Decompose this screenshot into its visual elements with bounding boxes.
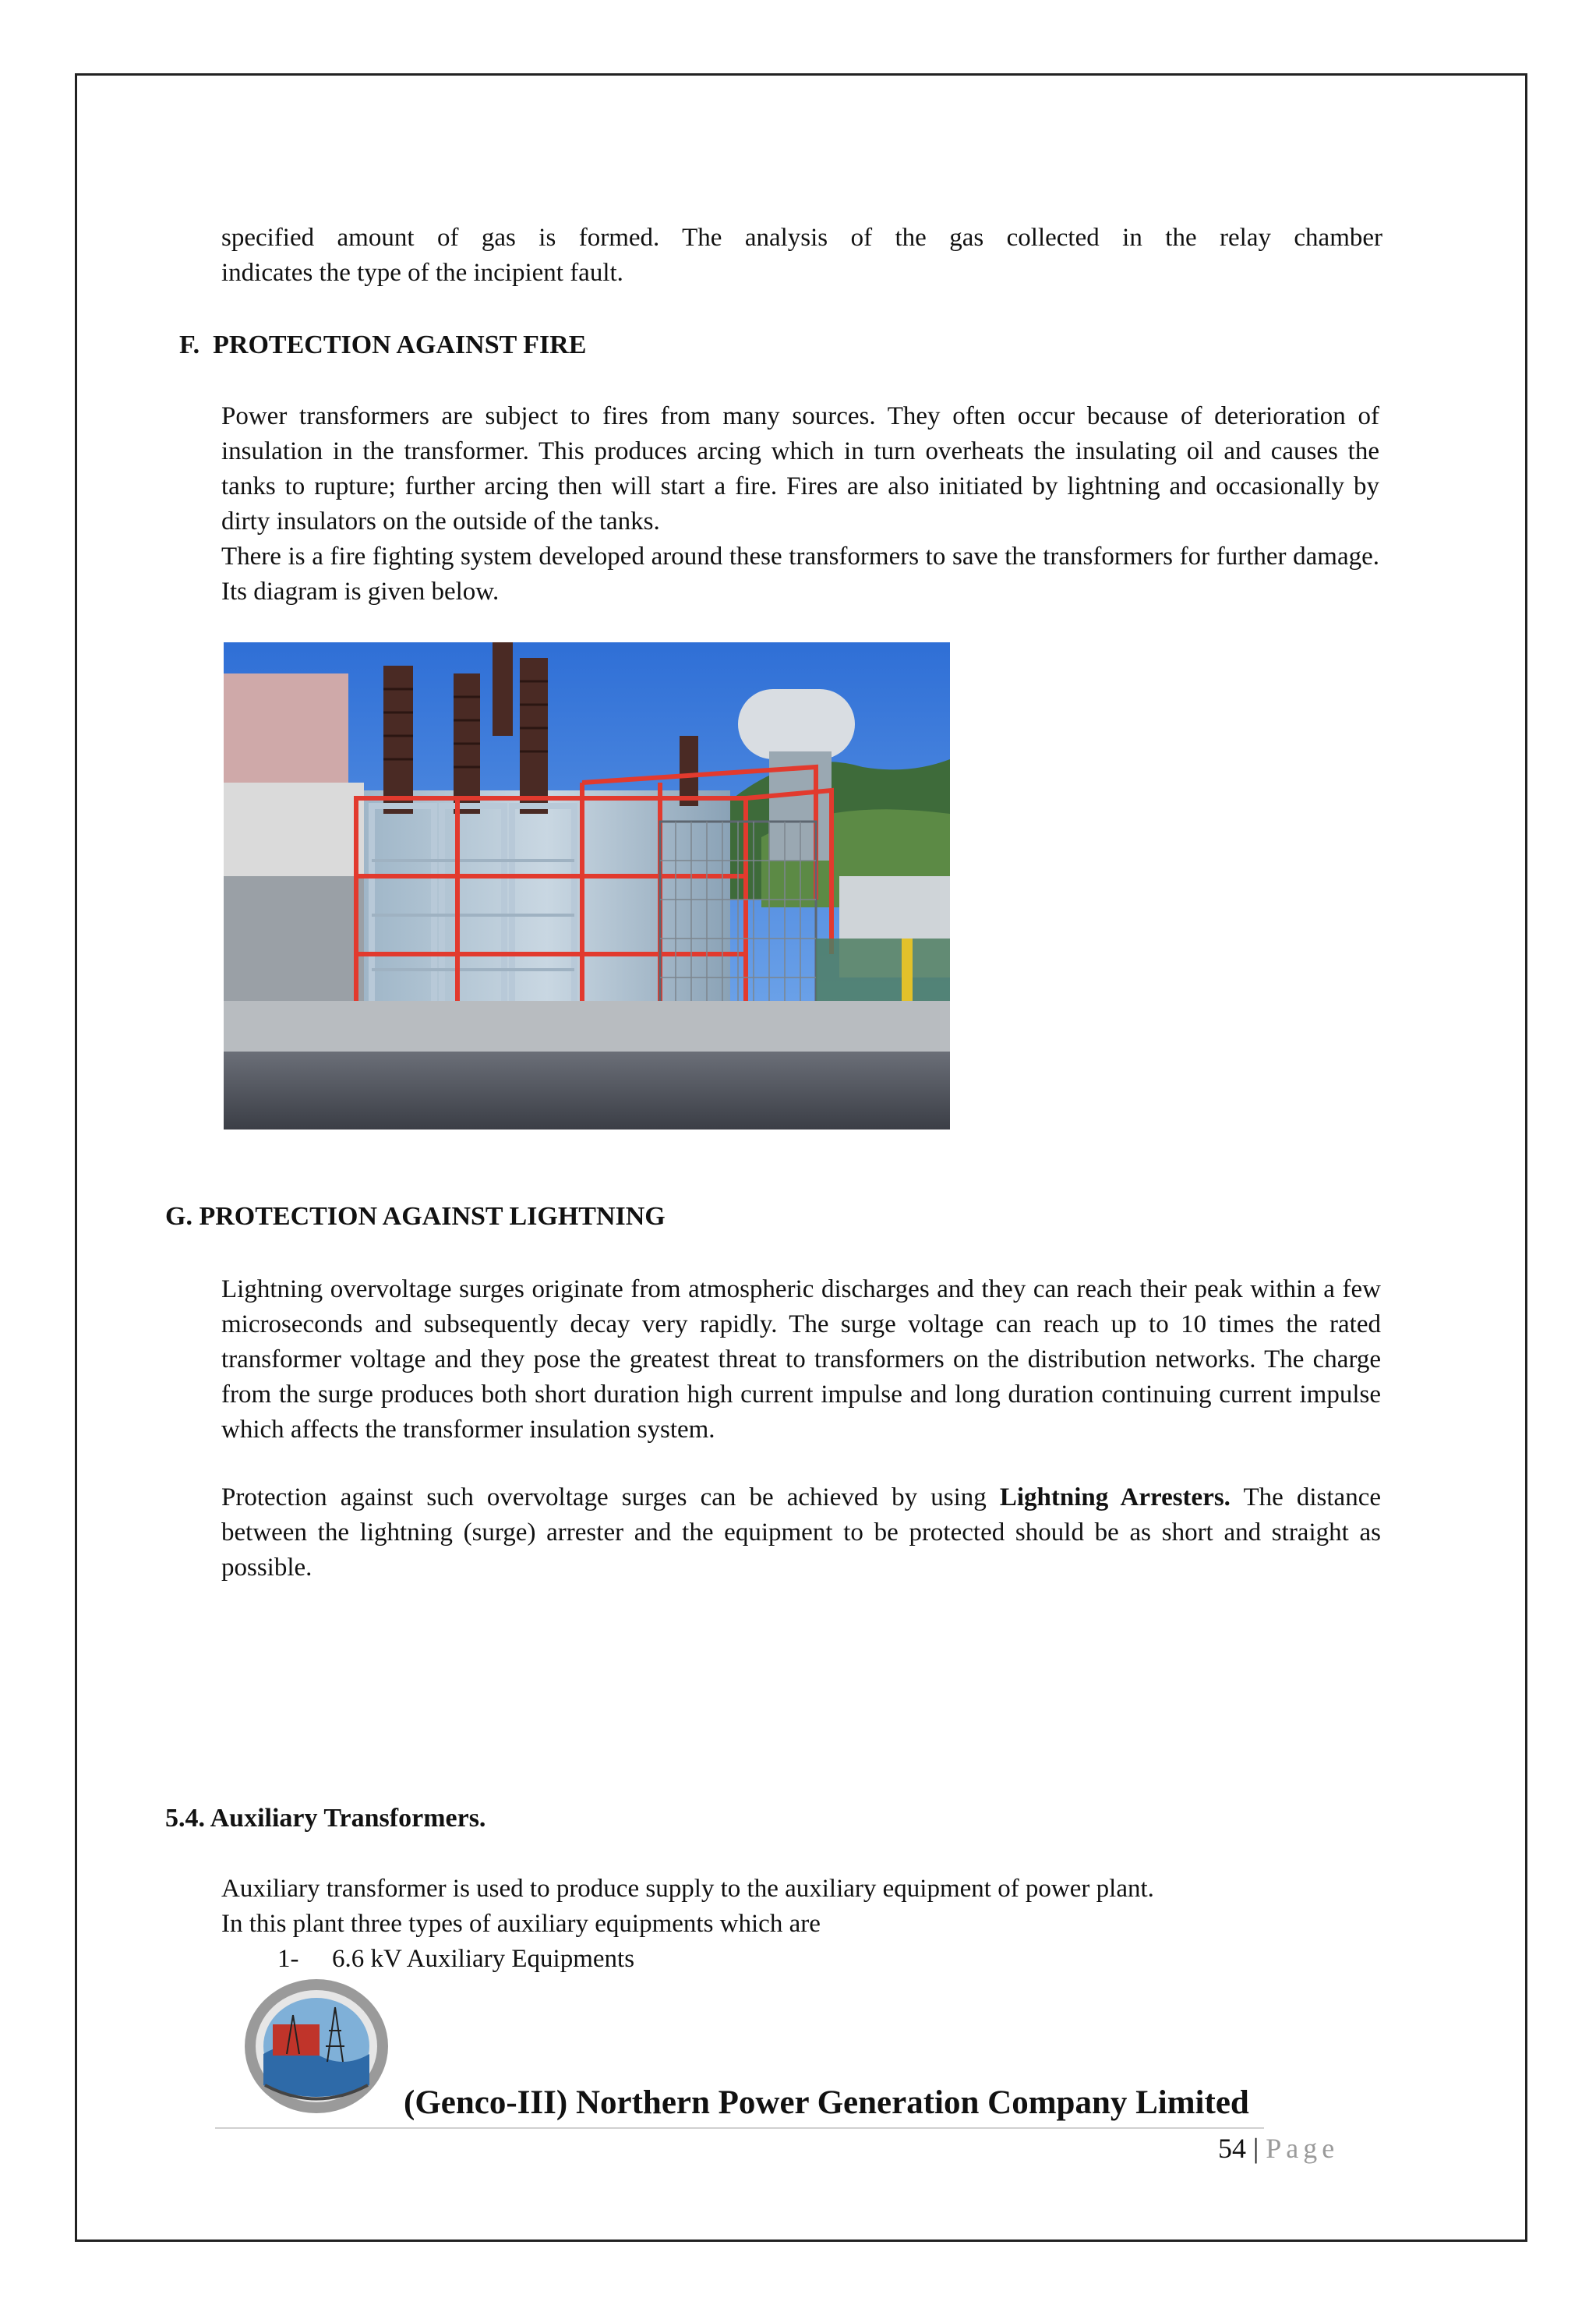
section-5-4-line-1: Auxiliary transformer is used to produce supply to the auxiliary equipment of power plant. xyxy=(221,1875,1154,1903)
footer-divider xyxy=(215,2127,1264,2129)
page-number-footer xyxy=(1218,2131,1339,2165)
page-separator: | xyxy=(1253,2133,1259,2164)
section-5-4-heading: 5.4. Auxiliary Transformers. xyxy=(165,1804,486,1833)
page-number: 54 xyxy=(1218,2133,1246,2164)
company-logo xyxy=(242,1976,391,2116)
intro-line-1: specified amount of gas is formed. The analysis of the gas collected in the relay chamber xyxy=(221,224,1382,252)
intro-line-2: indicates the type of the incipient fault. xyxy=(221,259,623,287)
transformer-fire-system-photo xyxy=(224,642,950,1129)
section-g-paragraph-2-start: Protection against such overvoltage surges can be achieved by using xyxy=(221,1483,987,1511)
page-label: Page xyxy=(1266,2133,1340,2164)
section-f-heading: F. PROTECTION AGAINST FIRE xyxy=(179,331,587,359)
section-g-paragraph-1: Lightning overvoltage surges originate from atmospheric discharges and they can reach their peak within a few microseconds and subsequently decay very rapidly. The surge voltage can reach up to 10 times the rated transformer voltage and they pose the greatest threat to transformers on the distribution networks. The charge from the surge produces both short duration high current impulse and long duration continuing current impulse which affects the transformer insulation system. xyxy=(221,1275,1381,1444)
section-g-paragraph-2-end: The distance between the lightning (surge) arrester and the equipment to be protected should be as short and straight as possible. xyxy=(221,1483,1381,1582)
section-f-paragraph-2: There is a fire fighting system developed around these transformers to save the transformers for further damage. Its diagram is given below. xyxy=(221,543,1379,606)
section-g-paragraph-2 xyxy=(221,1480,1381,1586)
section-5-4-line-2: In this plant three types of auxiliary equipments which are xyxy=(221,1910,821,1938)
list-item-number: 1- xyxy=(277,1945,299,1973)
section-f-paragraph-1: Power transformers are subject to fires from many sources. They often occur because of deterioration of insulation in the transformer. This produces arcing which in turn overheats the insulating oil and causes the tanks to rupture; further arcing then will start a fire. Fires are also initiated by lightning and occasionally by dirty insulators on the outside of the tanks. xyxy=(221,402,1379,536)
lightning-arresters-term: Lightning Arresters. xyxy=(999,1483,1231,1511)
footer-company-name: (Genco-III) Northern Power Generation Company Limited xyxy=(404,2084,1249,2121)
list-item-text: 6.6 kV Auxiliary Equipments xyxy=(332,1945,635,1973)
section-g-heading: G. PROTECTION AGAINST LIGHTNING xyxy=(165,1202,666,1231)
